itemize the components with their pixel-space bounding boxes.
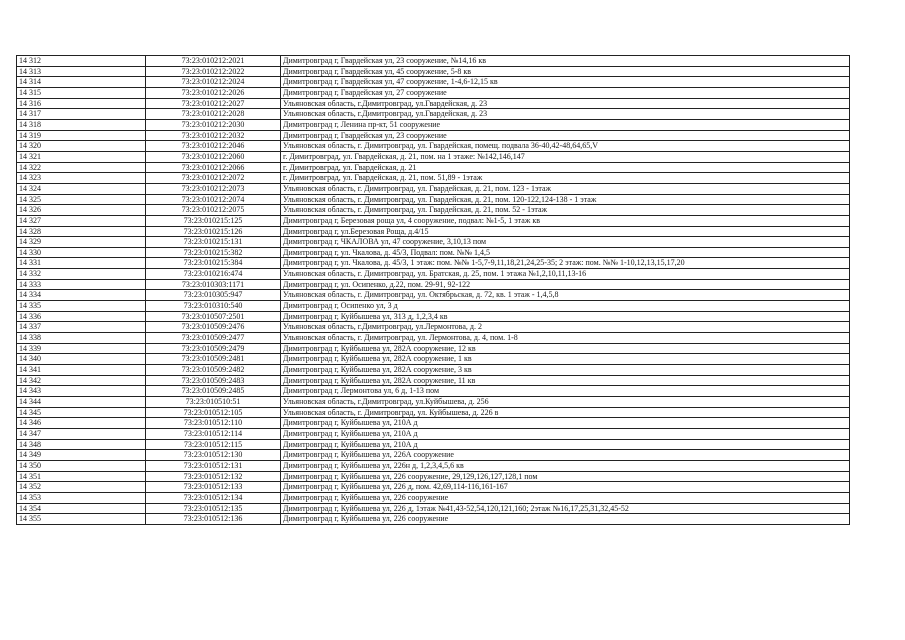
table-row bbox=[17, 333, 850, 344]
registry-table-body bbox=[17, 56, 850, 525]
table-row bbox=[17, 428, 850, 439]
row-number-cell: 14 335 bbox=[17, 301, 146, 312]
row-number-cell: 14 319 bbox=[17, 130, 146, 141]
address-cell: Димитровград г, Куйбышева ул, 226 сооружение, 29,129,126,127,128,1 пом bbox=[281, 471, 850, 482]
cadastral-number-cell: 73:23:010512:135 bbox=[146, 503, 281, 514]
table-row bbox=[17, 66, 850, 77]
row-number-cell: 14 346 bbox=[17, 418, 146, 429]
table-row bbox=[17, 269, 850, 280]
row-number-cell: 14 315 bbox=[17, 87, 146, 98]
address-cell: Димитровград г, Гвардейская ул, 23 сооружение, №14,16 кв bbox=[281, 56, 850, 67]
address-cell: Ульяновская область, г.Димитровград, ул.Лермонтова, д. 2 bbox=[281, 322, 850, 333]
table-row bbox=[17, 460, 850, 471]
row-number-cell: 14 339 bbox=[17, 343, 146, 354]
address-cell: Димитровград г, Куйбышева ул, 226 сооружение bbox=[281, 514, 850, 525]
row-number-cell: 14 334 bbox=[17, 290, 146, 301]
address-cell: Димитровград г, Лермонтова ул, 6 д, 1-13 пом bbox=[281, 386, 850, 397]
address-cell: Ульяновская область, г. Димитровград, ул. Лермонтова, д. 4, пом. 1-8 bbox=[281, 333, 850, 344]
row-number-cell: 14 323 bbox=[17, 173, 146, 184]
address-cell: г. Димитровград, ул. Гвардейская, д. 21, пом. 51,89 - 1этаж bbox=[281, 173, 850, 184]
table-row bbox=[17, 503, 850, 514]
address-cell: Димитровград г, Куйбышева ул, 226н д, 1,2,3,4,5,6 кв bbox=[281, 460, 850, 471]
address-cell: Димитровград г, ЧКАЛОВА ул, 47 сооружение, 3,10,13 пом bbox=[281, 237, 850, 248]
address-cell: Димитровград г, Куйбышева ул, 313 д, 1,2,3,4 кв bbox=[281, 311, 850, 322]
address-cell: Димитровград г, ул. Осипенко, д.22, пом. 29-91, 92-122 bbox=[281, 279, 850, 290]
table-row bbox=[17, 183, 850, 194]
address-cell: Ульяновская область, г. Димитровград, ул. Братская, д. 25, пом. 1 этажа №1,2,10,11,13-16 bbox=[281, 269, 850, 280]
row-number-cell: 14 348 bbox=[17, 439, 146, 450]
cadastral-number-cell: 73:23:010310:540 bbox=[146, 301, 281, 312]
table-row bbox=[17, 482, 850, 493]
row-number-cell: 14 325 bbox=[17, 194, 146, 205]
cadastral-number-cell: 73:23:010212:2046 bbox=[146, 141, 281, 152]
row-number-cell: 14 312 bbox=[17, 56, 146, 67]
address-cell: Димитровград г, Куйбышева ул, 226А сооружение bbox=[281, 450, 850, 461]
cadastral-number-cell: 73:23:010509:2477 bbox=[146, 333, 281, 344]
cadastral-number-cell: 73:23:010212:2032 bbox=[146, 130, 281, 141]
table-row bbox=[17, 343, 850, 354]
address-cell: Ульяновская область, г.Димитровград, ул.Куйбышева, д. 256 bbox=[281, 397, 850, 408]
row-number-cell: 14 355 bbox=[17, 514, 146, 525]
cadastral-number-cell: 73:23:010212:2026 bbox=[146, 87, 281, 98]
table-row bbox=[17, 56, 850, 67]
row-number-cell: 14 326 bbox=[17, 205, 146, 216]
row-number-cell: 14 351 bbox=[17, 471, 146, 482]
address-cell: Димитровград г, Куйбышева ул, 226 сооружение bbox=[281, 492, 850, 503]
table-row bbox=[17, 279, 850, 290]
table-row bbox=[17, 77, 850, 88]
cadastral-number-cell: 73:23:010212:2073 bbox=[146, 183, 281, 194]
table-row bbox=[17, 311, 850, 322]
table-row bbox=[17, 301, 850, 312]
row-number-cell: 14 341 bbox=[17, 365, 146, 376]
row-number-cell: 14 337 bbox=[17, 322, 146, 333]
row-number-cell: 14 347 bbox=[17, 428, 146, 439]
cadastral-number-cell: 73:23:010512:130 bbox=[146, 450, 281, 461]
address-cell: Димитровград г, Куйбышева ул, 210А д bbox=[281, 439, 850, 450]
address-cell: Димитровград г, Гвардейская ул, 45 сооружение, 5-8 кв bbox=[281, 66, 850, 77]
table-row bbox=[17, 151, 850, 162]
table-row bbox=[17, 141, 850, 152]
address-cell: Димитровград г, Куйбышева ул, 282А сооружение, 11 кв bbox=[281, 375, 850, 386]
row-number-cell: 14 328 bbox=[17, 226, 146, 237]
table-row bbox=[17, 98, 850, 109]
row-number-cell: 14 352 bbox=[17, 482, 146, 493]
row-number-cell: 14 316 bbox=[17, 98, 146, 109]
row-number-cell: 14 327 bbox=[17, 215, 146, 226]
address-cell: Ульяновская область, г. Димитровград, ул. Куйбышева, д. 226 в bbox=[281, 407, 850, 418]
address-cell: Димитровград г, Гвардейская ул, 47 сооружение, 1-4,6-12,15 кв bbox=[281, 77, 850, 88]
cadastral-number-cell: 73:23:010212:2075 bbox=[146, 205, 281, 216]
row-number-cell: 14 340 bbox=[17, 354, 146, 365]
registry-table bbox=[16, 55, 850, 525]
table-row bbox=[17, 386, 850, 397]
row-number-cell: 14 342 bbox=[17, 375, 146, 386]
cadastral-number-cell: 73:23:010212:2024 bbox=[146, 77, 281, 88]
cadastral-number-cell: 73:23:010212:2074 bbox=[146, 194, 281, 205]
row-number-cell: 14 345 bbox=[17, 407, 146, 418]
cadastral-number-cell: 73:23:010512:133 bbox=[146, 482, 281, 493]
address-cell: Димитровград г, Куйбышева ул, 210А д bbox=[281, 428, 850, 439]
address-cell: Димитровград г, ул. Чкалова, д. 45/3, 1 этаж: пом. №№ 1-5,7-9,11,18,21,24,25-35; 2 этаж: пом. №№ 1-10,12,13,15,17,20 bbox=[281, 258, 850, 269]
address-cell: Димитровград г, Куйбышева ул, 282А сооружение, 3 кв bbox=[281, 365, 850, 376]
row-number-cell: 14 329 bbox=[17, 237, 146, 248]
cadastral-number-cell: 73:23:010215:126 bbox=[146, 226, 281, 237]
table-row bbox=[17, 450, 850, 461]
address-cell: Ульяновская область, г. Димитровград, ул. Гвардейская, д. 21, пом. 52 - 1этаж bbox=[281, 205, 850, 216]
row-number-cell: 14 354 bbox=[17, 503, 146, 514]
cadastral-number-cell: 73:23:010512:136 bbox=[146, 514, 281, 525]
cadastral-number-cell: 73:23:010507:2501 bbox=[146, 311, 281, 322]
cadastral-number-cell: 73:23:010212:2022 bbox=[146, 66, 281, 77]
row-number-cell: 14 353 bbox=[17, 492, 146, 503]
cadastral-number-cell: 73:23:010216:474 bbox=[146, 269, 281, 280]
row-number-cell: 14 338 bbox=[17, 333, 146, 344]
cadastral-number-cell: 73:23:010215:384 bbox=[146, 258, 281, 269]
table-row bbox=[17, 162, 850, 173]
cadastral-number-cell: 73:23:010215:382 bbox=[146, 247, 281, 258]
cadastral-number-cell: 73:23:010212:2072 bbox=[146, 173, 281, 184]
row-number-cell: 14 322 bbox=[17, 162, 146, 173]
table-row bbox=[17, 397, 850, 408]
table-row bbox=[17, 194, 850, 205]
row-number-cell: 14 313 bbox=[17, 66, 146, 77]
cadastral-number-cell: 73:23:010510:51 bbox=[146, 397, 281, 408]
cadastral-number-cell: 73:23:010305:947 bbox=[146, 290, 281, 301]
address-cell: Димитровград г, Куйбышева ул, 210А д bbox=[281, 418, 850, 429]
table-row bbox=[17, 119, 850, 130]
table-row bbox=[17, 109, 850, 120]
table-row bbox=[17, 407, 850, 418]
cadastral-number-cell: 73:23:010509:2483 bbox=[146, 375, 281, 386]
address-cell: Димитровград г, Гвардейская ул, 27 сооружение bbox=[281, 87, 850, 98]
row-number-cell: 14 314 bbox=[17, 77, 146, 88]
cadastral-number-cell: 73:23:010512:110 bbox=[146, 418, 281, 429]
table-row bbox=[17, 173, 850, 184]
address-cell: Димитровград г, Куйбышева ул, 282А сооружение, 1 кв bbox=[281, 354, 850, 365]
table-row bbox=[17, 439, 850, 450]
row-number-cell: 14 336 bbox=[17, 311, 146, 322]
address-cell: Димитровград г, Березовая роща ул, 4 сооружение, подвал: №1-5, 1 этаж кв bbox=[281, 215, 850, 226]
row-number-cell: 14 330 bbox=[17, 247, 146, 258]
address-cell: Димитровград г, Куйбышева ул, 282А сооружение, 12 кв bbox=[281, 343, 850, 354]
address-cell: Димитровград г, Осипенко ул, 3 д bbox=[281, 301, 850, 312]
table-row bbox=[17, 514, 850, 525]
cadastral-number-cell: 73:23:010212:2030 bbox=[146, 119, 281, 130]
row-number-cell: 14 333 bbox=[17, 279, 146, 290]
table-row bbox=[17, 354, 850, 365]
address-cell: Димитровград г, ул.Березовая Роща, д.4/15 bbox=[281, 226, 850, 237]
table-row bbox=[17, 290, 850, 301]
table-row bbox=[17, 492, 850, 503]
address-cell: Ульяновская область, г. Димитровград, ул. Гвардейская, д. 21, пом. 123 - 1этаж bbox=[281, 183, 850, 194]
address-cell: Ульяновская область, г. Димитровград, ул. Гвардейская, помещ. подвала 36-40,42-48,64,65,V bbox=[281, 141, 850, 152]
table-row bbox=[17, 471, 850, 482]
table-row bbox=[17, 215, 850, 226]
cadastral-number-cell: 73:23:010212:2021 bbox=[146, 56, 281, 67]
row-number-cell: 14 324 bbox=[17, 183, 146, 194]
cadastral-number-cell: 73:23:010512:114 bbox=[146, 428, 281, 439]
table-row bbox=[17, 205, 850, 216]
address-cell: Ульяновская область, г.Димитровград, ул.Гвардейская, д. 23 bbox=[281, 109, 850, 120]
cadastral-number-cell: 73:23:010215:125 bbox=[146, 215, 281, 226]
cadastral-number-cell: 73:23:010212:2028 bbox=[146, 109, 281, 120]
row-number-cell: 14 317 bbox=[17, 109, 146, 120]
address-cell: г. Димитровград, ул. Гвардейская, д. 21, пом. на 1 этаже: №142,146,147 bbox=[281, 151, 850, 162]
registry-sheet bbox=[16, 55, 850, 525]
cadastral-number-cell: 73:23:010509:2482 bbox=[146, 365, 281, 376]
address-cell: Димитровград г, Гвардейская ул, 23 сооружение bbox=[281, 130, 850, 141]
table-row bbox=[17, 258, 850, 269]
address-cell: Ульяновская область, г.Димитровград, ул.Гвардейская, д. 23 bbox=[281, 98, 850, 109]
row-number-cell: 14 318 bbox=[17, 119, 146, 130]
table-row bbox=[17, 226, 850, 237]
table-row bbox=[17, 87, 850, 98]
table-row bbox=[17, 247, 850, 258]
row-number-cell: 14 321 bbox=[17, 151, 146, 162]
table-row bbox=[17, 375, 850, 386]
row-number-cell: 14 344 bbox=[17, 397, 146, 408]
cadastral-number-cell: 73:23:010212:2027 bbox=[146, 98, 281, 109]
row-number-cell: 14 332 bbox=[17, 269, 146, 280]
cadastral-number-cell: 73:23:010509:2481 bbox=[146, 354, 281, 365]
cadastral-number-cell: 73:23:010512:134 bbox=[146, 492, 281, 503]
row-number-cell: 14 343 bbox=[17, 386, 146, 397]
table-row bbox=[17, 365, 850, 376]
cadastral-number-cell: 73:23:010509:2476 bbox=[146, 322, 281, 333]
address-cell: Димитровград г, Ленина пр-кт, 51 сооружение bbox=[281, 119, 850, 130]
address-cell: г. Димитровград, ул. Гвардейская, д. 21 bbox=[281, 162, 850, 173]
row-number-cell: 14 320 bbox=[17, 141, 146, 152]
table-row bbox=[17, 322, 850, 333]
address-cell: Ульяновская область, г. Димитровград, ул. Октябрьская, д. 72, кв. 1 этаж - 1,4,5,8 bbox=[281, 290, 850, 301]
address-cell: Димитровград г, Куйбышева ул, 226 д, пом. 42,69,114-116,161-167 bbox=[281, 482, 850, 493]
cadastral-number-cell: 73:23:010212:2060 bbox=[146, 151, 281, 162]
table-row bbox=[17, 237, 850, 248]
cadastral-number-cell: 73:23:010512:132 bbox=[146, 471, 281, 482]
address-cell: Димитровград г, ул. Чкалова, д. 45/3, Подвал: пом. №№ 1,4,5 bbox=[281, 247, 850, 258]
cadastral-number-cell: 73:23:010509:2485 bbox=[146, 386, 281, 397]
table-row bbox=[17, 418, 850, 429]
cadastral-number-cell: 73:23:010212:2066 bbox=[146, 162, 281, 173]
cadastral-number-cell: 73:23:010512:131 bbox=[146, 460, 281, 471]
table-row bbox=[17, 130, 850, 141]
cadastral-number-cell: 73:23:010512:105 bbox=[146, 407, 281, 418]
cadastral-number-cell: 73:23:010509:2479 bbox=[146, 343, 281, 354]
row-number-cell: 14 349 bbox=[17, 450, 146, 461]
address-cell: Ульяновская область, г. Димитровград, ул. Гвардейская, д. 21, пом. 120-122,124-138 - 1 этаж bbox=[281, 194, 850, 205]
address-cell: Димитровград г, Куйбышева ул, 226 д, 1этаж №41,43-52,54,120,121,160; 2этаж №16,17,25,31,32,45-52 bbox=[281, 503, 850, 514]
row-number-cell: 14 350 bbox=[17, 460, 146, 471]
cadastral-number-cell: 73:23:010512:115 bbox=[146, 439, 281, 450]
cadastral-number-cell: 73:23:010215:131 bbox=[146, 237, 281, 248]
cadastral-number-cell: 73:23:010303:1171 bbox=[146, 279, 281, 290]
row-number-cell: 14 331 bbox=[17, 258, 146, 269]
